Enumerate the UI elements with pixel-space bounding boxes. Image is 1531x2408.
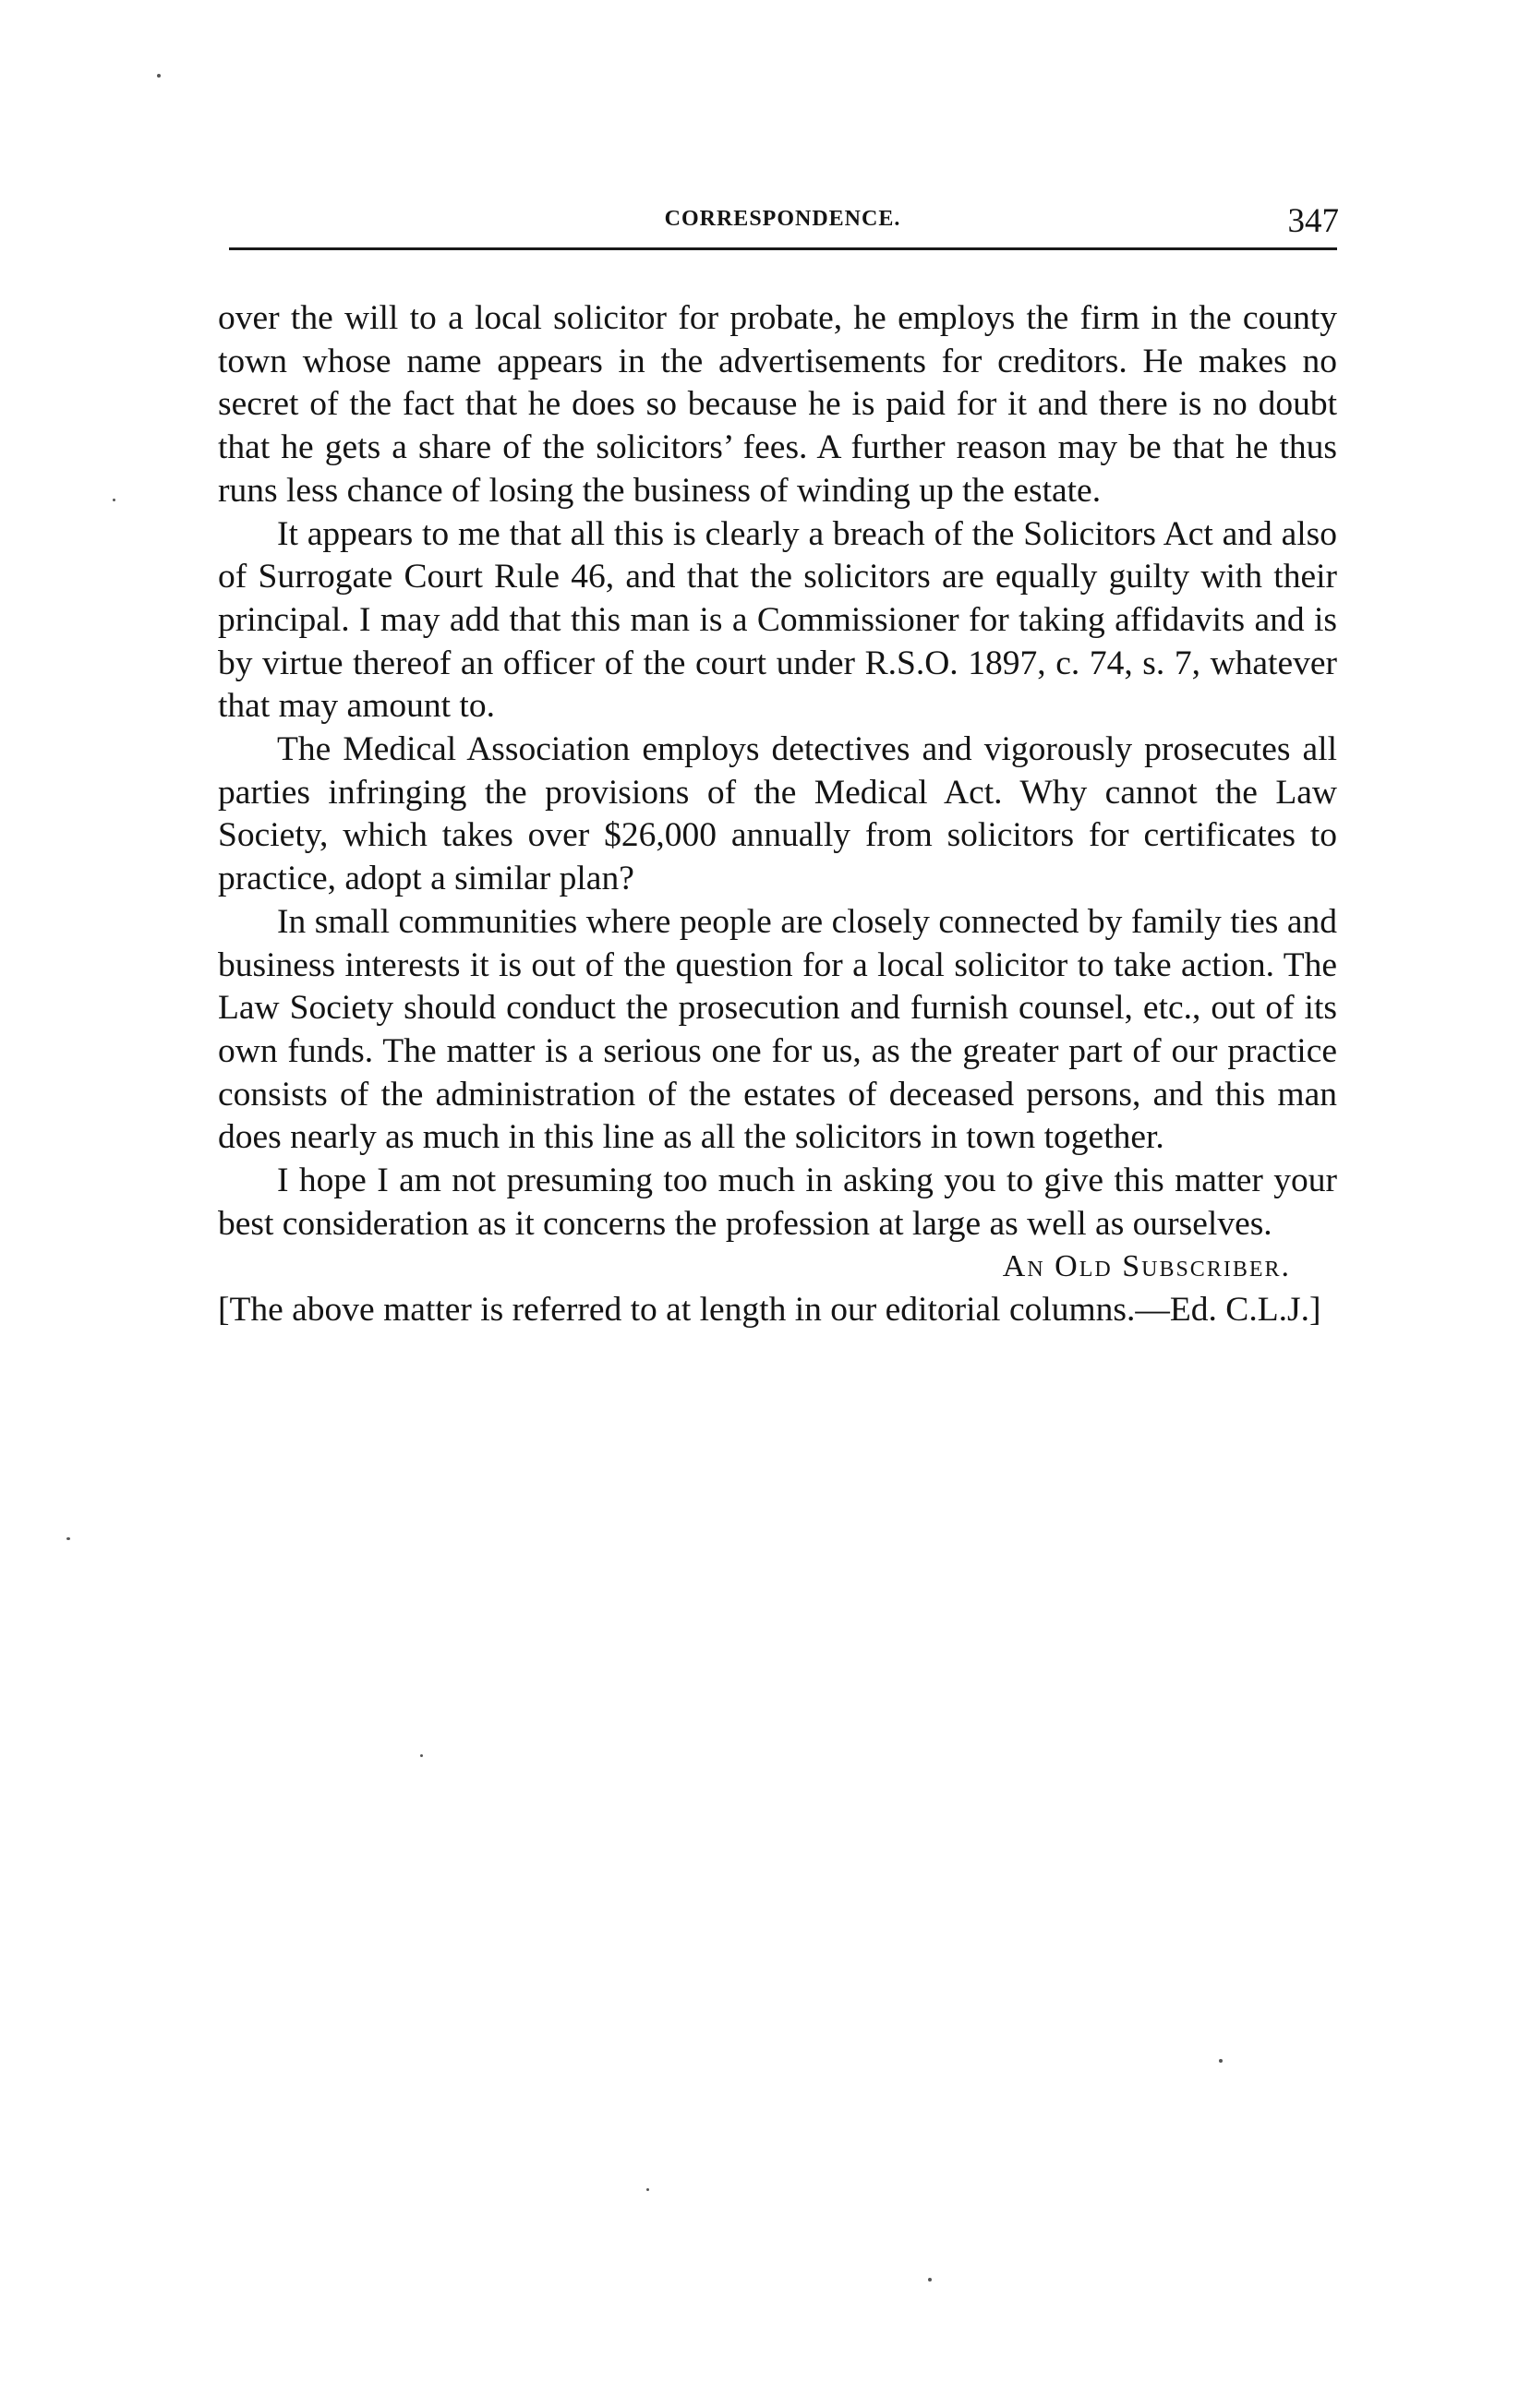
paragraph-solicitors-act: It appears to me that all this is clearly a breach of the Solicitors Act and also of Surrogate Court Rule 46, and that the solicitors are equally guilty with their principal. I may add that this man is a Commissioner for taking affidavits and is by virtue thereof an officer of the court under R.S.O. 1897, c. 74, s. 7, whatever that may amount to. [218,514,1337,726]
paragraph-continuation: over the will to a local solicitor for probate, he employs the firm in the county town whose name appears in the advertisements for creditors. He makes no secret of the fact that he does so because he is paid for it and there is no doubt that he gets a share of the solicitors’ fees. A further reason may be that he thus runs less chance of losing the business of winding up the estate. [218,299,1337,510]
paragraph-medical-association: The Medical Association employs detectives and vigorously prosecutes all parties infringing the provisions of the Medical Act. Why cannot the Law Society, which takes over $26,000 annually from solicitors for certificates to practice, adopt a similar plan? [218,730,1337,898]
specks [928,2278,932,2282]
specks [113,499,115,501]
letter-body [218,297,1337,1332]
header-rule [229,247,1337,250]
specks [157,74,161,78]
running-title: CORRESPONDENCE. [664,207,901,231]
paragraph-closing-request: I hope I am not presuming too much in asking you to give this matter your best consideration as it concerns the profession at large as well as ourselves. [218,1162,1337,1243]
signature [218,1246,1337,1289]
running-header [226,201,1339,247]
specks [66,1537,70,1540]
editorial-note: [The above matter is referred to at length in our editorial columns.—Ed. C.L.J.] [218,1291,1321,1330]
specks [420,1754,423,1757]
page-number: 347 [1287,202,1339,240]
signature-text: An Old Subscriber. [1002,1249,1291,1284]
specks [1219,2059,1223,2063]
specks [646,2188,649,2191]
paragraph-small-communities: In small communities where people are closely connected by family ties and business interests it is out of the question for a local solicitor to take action. The Law Society should conduct the prosecution and furnish counsel, etc., out of its own funds. The matter is a serious one for us, as the greater part of our practice consists of the administration of the estates of deceased persons, and this man does nearly as much in this line as all the solicitors in town together. [218,902,1337,1157]
